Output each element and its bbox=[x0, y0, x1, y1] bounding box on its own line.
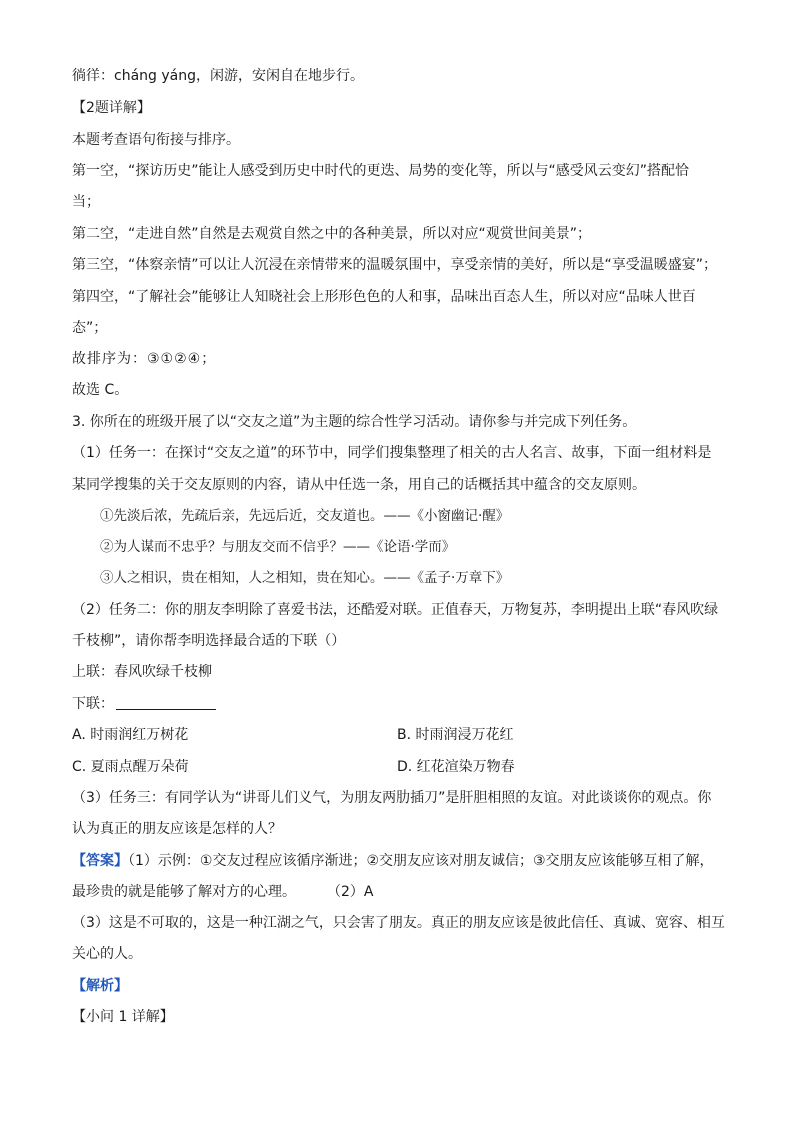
answer-text: （1）示例：①交友过程应该循序渐进；②交朋友应该对朋友诚信；③交朋友应该能够互相了解， bbox=[128, 853, 714, 869]
paragraph: 认为真正的朋友应该是怎样的人？ bbox=[72, 821, 282, 837]
paragraph: 当； bbox=[72, 194, 100, 210]
option-d: D. 红花渲染万物春 bbox=[397, 759, 515, 775]
paragraph: 故选 C。 bbox=[72, 382, 129, 398]
paragraph: 上联：春风吹绿千枝柳 bbox=[72, 664, 212, 680]
paragraph: 第四空，“了解社会”能够让人知晓社会上形形色色的人和事，品味出百态人生，所以对应“品味人世百 bbox=[72, 289, 696, 305]
paragraph: 故排序为：③①②④； bbox=[72, 351, 217, 367]
paragraph: 徜徉：cháng yáng，闲游，安闲自在地步行。 bbox=[72, 68, 364, 84]
paragraph: 第三空，“体察亲情”可以让人沉浸在亲情带来的温暖氛围中，享受亲情的美好，所以是“享受温暖盛宴”； bbox=[72, 257, 718, 273]
quote-item: ③人之相识，贵在相知，人之相知，贵在知心。——《孟子·万章下》 bbox=[100, 570, 510, 586]
paragraph: （1）任务一：在探讨“交友之道”的环节中，同学们搜集整理了相关的古人名言、故事，下面一组材料是 bbox=[72, 445, 712, 461]
paragraph: 态”； bbox=[72, 320, 108, 336]
paragraph: 第一空，“探访历史”能让人感受到历史中时代的更迭、局势的变化等，所以与“感受风云变幻”搭配恰 bbox=[72, 163, 690, 179]
paragraph: （2）任务二：你的朋友李明除了喜爱书法，还酷爱对联。正值春天，万物复苏，李明提出上联“春风吹绿 bbox=[72, 602, 719, 618]
answer-tag: 【答案】 bbox=[72, 853, 128, 869]
paragraph: 千枝柳”，请你帮李明选择最合适的下联（） bbox=[72, 633, 346, 649]
paragraph: （3）这是不可取的，这是一种江湖之气，只会害了朋友。真正的朋友应该是彼此信任、真诚、宽容、相互 bbox=[72, 915, 725, 931]
option-b: B. 时雨润浸万花红 bbox=[397, 727, 514, 743]
quote-item: ②为人谋而不忠乎？与朋友交而不信乎？——《论语·学而》 bbox=[100, 539, 456, 555]
blank-underline bbox=[116, 695, 216, 710]
answer-line bbox=[72, 851, 732, 871]
option-a: A. 时雨润红万树花 bbox=[72, 727, 189, 743]
answer-text: 最珍贵的就是能够了解对方的心理。 bbox=[72, 884, 296, 900]
answer-text: （2）A bbox=[334, 884, 374, 900]
paragraph: （3）任务三：有同学认为“讲哥儿们义气，为朋友两肋插刀”是肝胆相照的友谊。对此谈谈你的观点。你 bbox=[72, 790, 712, 806]
paragraph: 本题考查语句衔接与排序。 bbox=[72, 132, 240, 148]
section-heading: 【2题详解】 bbox=[72, 100, 151, 116]
question-stem: 3. 你所在的班级开展了以“交友之道”为主题的综合性学习活动。请你参与并完成下列任务。 bbox=[72, 414, 637, 430]
section-heading: 【小问 1 详解】 bbox=[72, 1009, 174, 1025]
quote-item: ①先淡后浓，先疏后亲，先远后近，交友道也。——《小窗幽记·醒》 bbox=[100, 508, 510, 524]
paragraph: 关心的人。 bbox=[72, 946, 142, 962]
paragraph: 第二空，“走进自然”自然是去观赏自然之中的各种美景，所以对应“观赏世间美景”； bbox=[72, 226, 592, 242]
answer-blank-line bbox=[72, 694, 732, 714]
paragraph: 某同学搜集的关于交友原则的内容，请从中任选一条，用自己的话概括其中蕴含的交友原则。 bbox=[72, 477, 646, 493]
analysis-tag: 【解析】 bbox=[72, 978, 128, 994]
answer-line bbox=[72, 882, 732, 902]
option-c: C. 夏雨点醒万朵荷 bbox=[72, 759, 189, 775]
blank-label: 下联： bbox=[72, 696, 114, 712]
